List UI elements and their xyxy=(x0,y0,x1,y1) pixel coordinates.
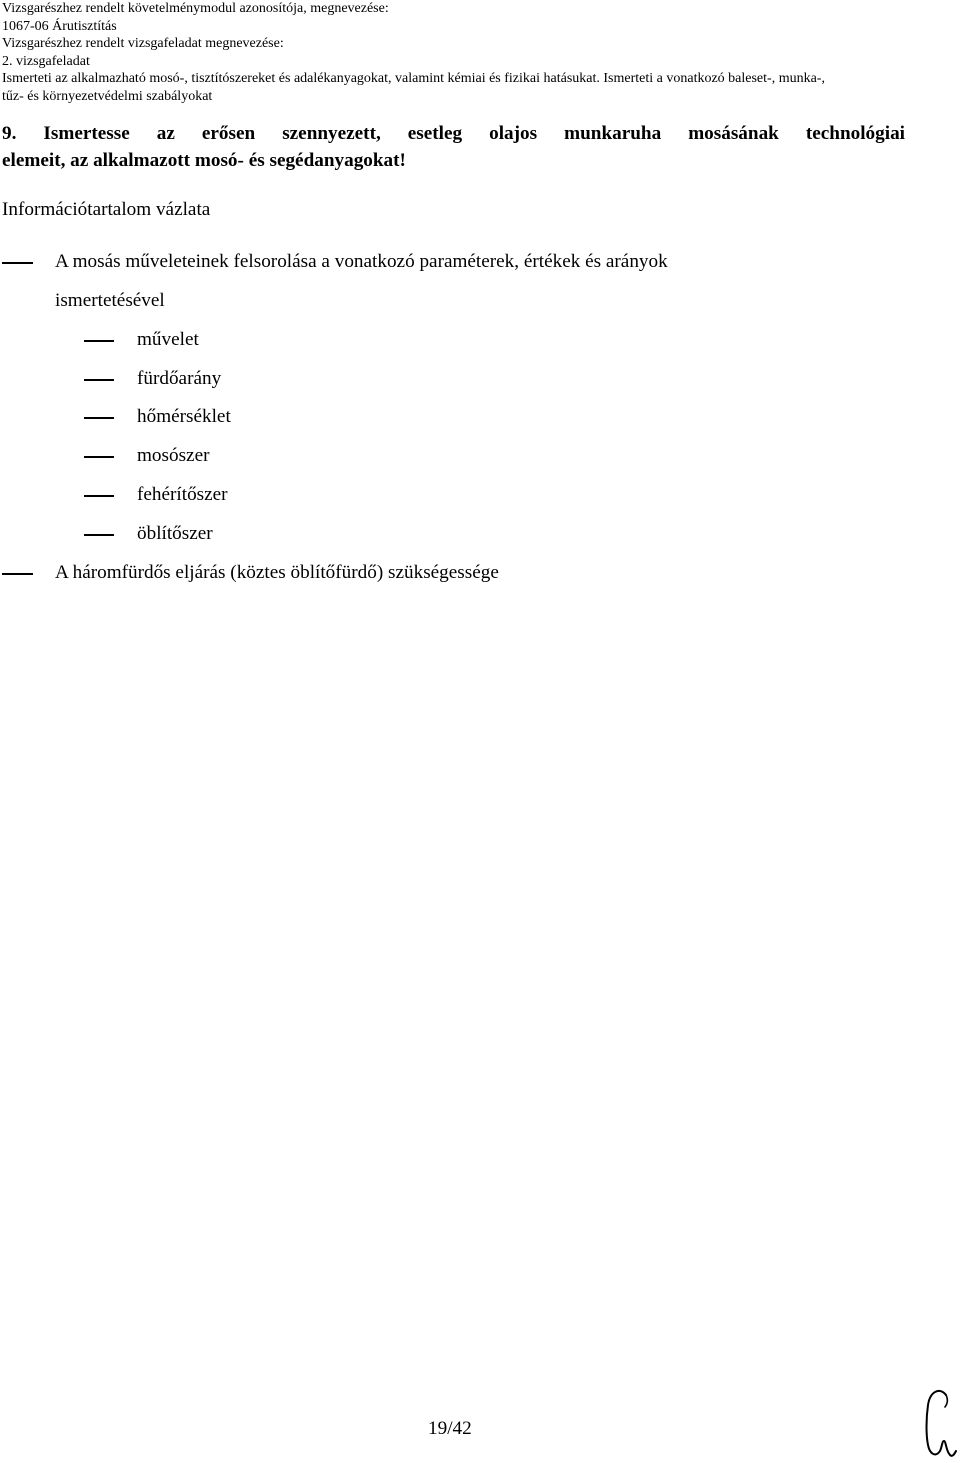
subitem-temperature: hőmérséklet xyxy=(137,406,231,427)
header-module-name: 1067-06 Árutisztítás xyxy=(2,18,117,34)
dash-bullet xyxy=(84,379,114,381)
dash-bullet xyxy=(2,573,33,575)
header-task-name: 2. vizsgafeladat xyxy=(2,53,90,69)
outline-item-wash-operations: A mosás műveleteinek felsorolása a vonatkozó paraméterek, értékek és arányok xyxy=(55,251,668,272)
dash-bullet xyxy=(84,534,114,536)
header-task-description-cont: tűz- és környezetvédelmi szabályokat xyxy=(2,88,213,104)
page-number: 19/42 xyxy=(428,1418,472,1439)
subitem-bleach: fehérítőszer xyxy=(137,484,228,505)
outline-title: Információtartalom vázlata xyxy=(2,199,211,220)
subitem-detergent: mosószer xyxy=(137,445,210,466)
dash-bullet xyxy=(84,417,114,419)
dash-bullet xyxy=(2,262,33,264)
outline-item-three-bath-process: A háromfürdős eljárás (köztes öblítőfürdő) szükségessége xyxy=(55,562,499,583)
dash-bullet xyxy=(84,495,114,497)
dash-bullet xyxy=(84,456,114,458)
document-header xyxy=(2,0,942,106)
header-task-description: Ismerteti az alkalmazható mosó-, tisztítószereket és adalékanyagokat, valamint kémiai és fizikai hatásukat. Ismerteti a vonatkozó baleset-, munka-, xyxy=(2,71,825,87)
subitem-bath-ratio: fürdőarány xyxy=(137,368,222,389)
question-line-2: elemeit, az alkalmazott mosó- és segédanyagokat! xyxy=(2,150,406,171)
subitem-operation: művelet xyxy=(137,329,199,350)
dash-bullet xyxy=(84,340,114,342)
question-heading xyxy=(2,120,905,174)
question-line-1: 9. Ismertesse az erősen szennyezett, esetleg olajos munkaruha mosásának technológiai xyxy=(2,123,905,144)
subitem-rinse-agent: öblítőszer xyxy=(137,523,213,544)
header-module-label: Vizsgarészhez rendelt követelménymodul azonosítója, megnevezése: xyxy=(2,1,389,16)
outline-item-wash-operations-cont: ismertetésével xyxy=(55,290,165,311)
signature-mark xyxy=(918,1385,958,1460)
header-task-label: Vizsgarészhez rendelt vizsgafeladat megnevezése: xyxy=(2,36,284,52)
